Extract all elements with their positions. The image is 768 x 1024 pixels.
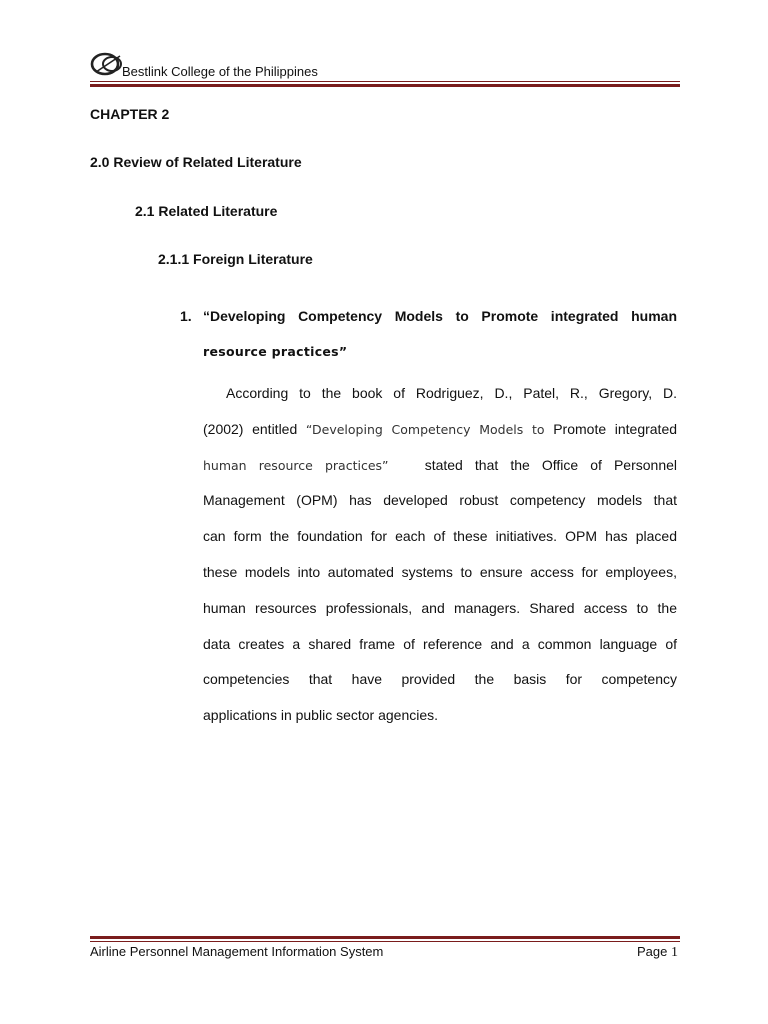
paragraph-text: Promote integrated [553,420,678,437]
paragraph-line: According to the book of Rodriguez, D., Patel, R., Gregory, D. [226,385,677,401]
header-rule-thick [90,84,680,87]
paragraph-line: data creates a shared frame of reference and a common language of [203,635,677,652]
paragraph-line: Management (OPM) has developed robust competency models that [203,492,677,509]
page-label: Page [637,944,668,959]
footer-rule-thick [90,936,680,939]
quoted-title: “Developing Competency Models to [305,421,545,437]
paragraph-text: (2002) entitled [203,420,298,437]
paragraph-text: stated that the Office of Personnel [424,456,677,473]
subsection-heading: 2.1 Related Literature [135,203,278,219]
section-heading: 2.0 Review of Related Literature [90,154,302,170]
numbered-item-title [180,298,677,370]
bestlink-logo-icon [90,50,126,78]
item-number: 1. [180,308,192,324]
subsubsection-heading: 2.1.1 Foreign Literature [158,251,313,267]
paragraph-line: can form the foundation for each of these initiatives. OPM has placed [203,528,677,545]
footer-title: Airline Personnel Management Information System [90,944,384,959]
paragraph-line: competencies that have provided the basis for competency [203,671,677,688]
header-rule-thin [90,81,680,82]
chapter-heading: CHAPTER 2 [90,106,170,122]
page-number-value: 1 [671,945,678,960]
paragraph-line [203,448,677,484]
item-title-line2: resource practices” [203,344,348,359]
item-title-line1: “Developing Competency Models to Promote integrated human [203,308,677,324]
paragraph-line [203,412,677,448]
paragraph-line: these models into automated systems to ensure access for employees, [203,563,677,580]
paragraph-line: human resources professionals, and managers. Shared access to the [203,599,677,616]
body-paragraph [203,376,677,734]
paragraph-line: applications in public sector agencies. [203,707,439,724]
header-title: Bestlink College of the Philippines [122,64,318,79]
quoted-title: human resource practices” [203,457,389,473]
footer-rule-thin [90,941,680,942]
page-number [637,944,678,961]
